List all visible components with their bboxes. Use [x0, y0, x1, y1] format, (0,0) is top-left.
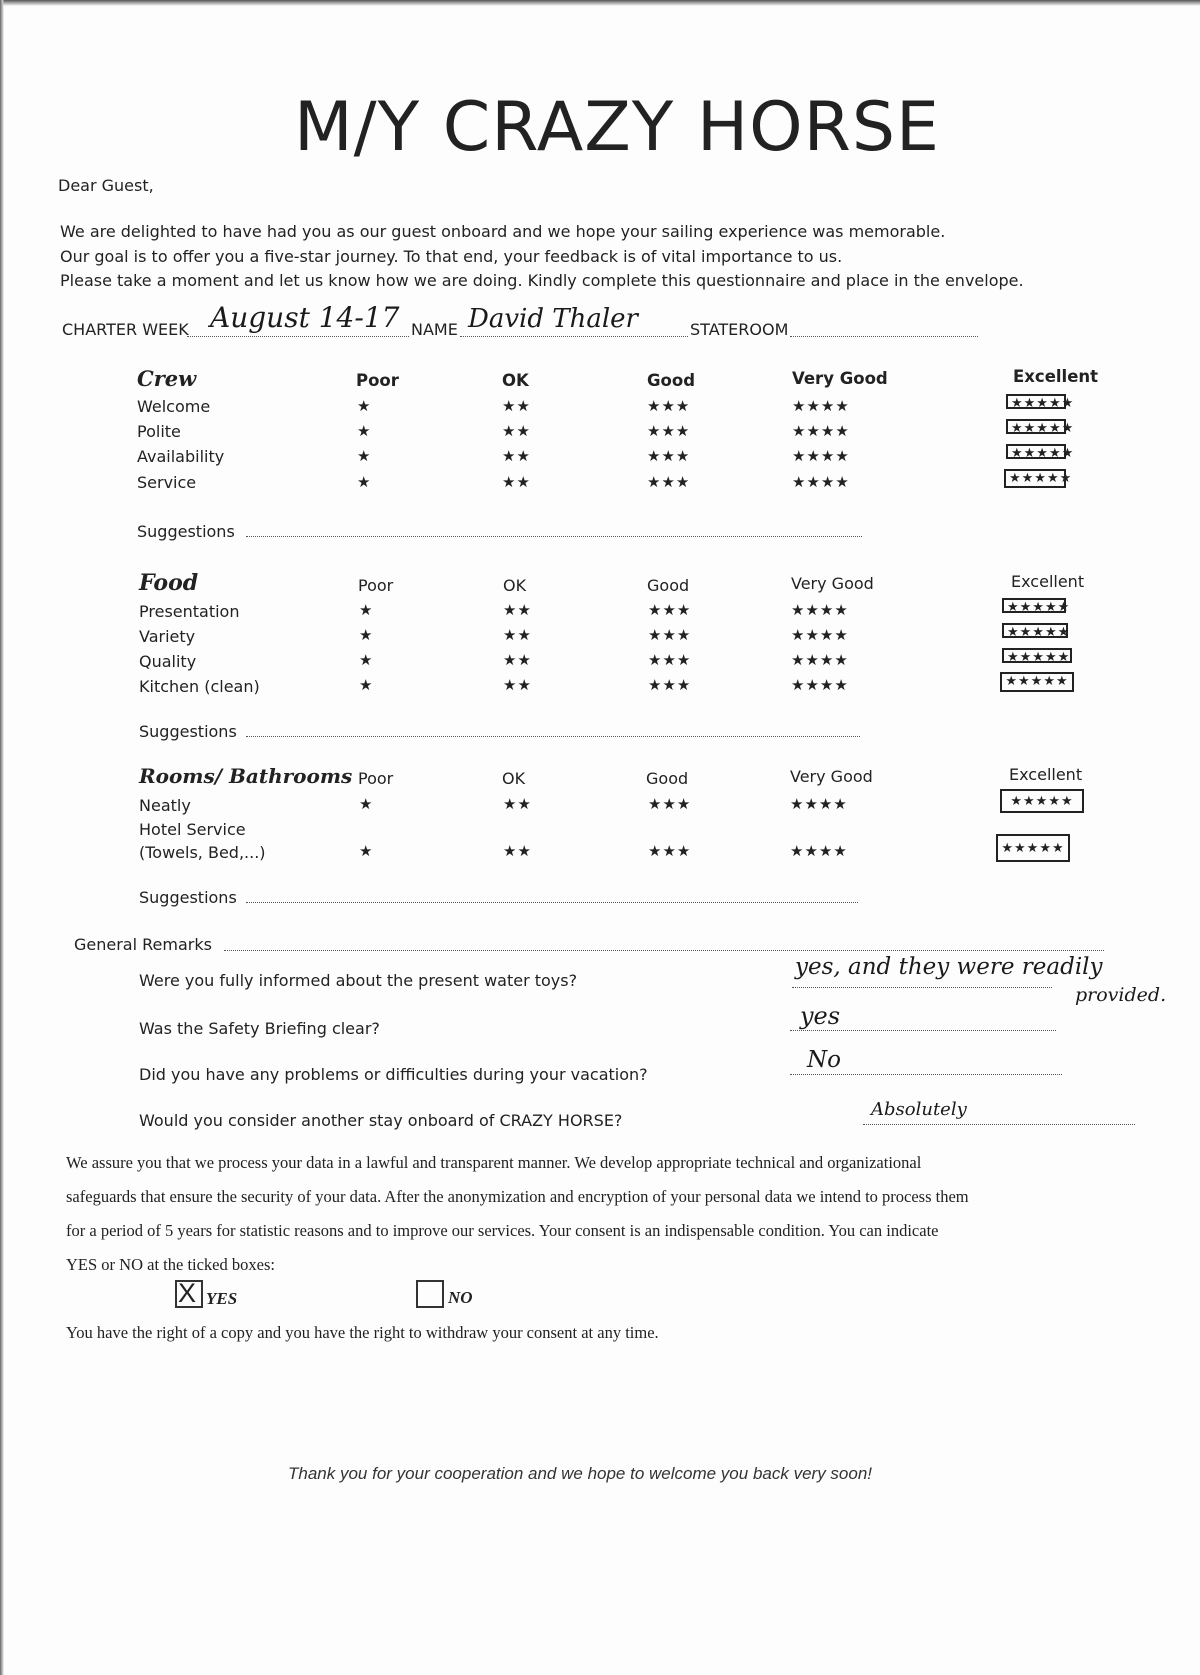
name-label: NAME: [411, 320, 458, 339]
question-problems: Did you have any problems or difficulties during your vacation?: [139, 1065, 648, 1084]
rating-excellent-selected[interactable]: ★★★★★: [1004, 469, 1066, 488]
answer-another-stay[interactable]: Absolutely: [871, 1099, 967, 1120]
consent-no-checkbox[interactable]: [416, 1280, 444, 1308]
rating-poor[interactable]: ★: [359, 652, 374, 669]
rating-excellent-selected[interactable]: ★★★★★: [1002, 623, 1068, 638]
rating-ok[interactable]: ★★: [503, 677, 532, 694]
question-water-toys: Were you fully informed about the present water toys?: [139, 971, 578, 990]
rating-very-good[interactable]: ★★★★: [792, 448, 850, 465]
check-mark-icon: X: [178, 1278, 197, 1308]
charter-week-line: [187, 336, 409, 337]
rating-good[interactable]: ★★★: [647, 423, 691, 440]
answer-water-toys-cont[interactable]: provided.: [1075, 984, 1167, 1006]
rating-poor[interactable]: ★: [359, 602, 374, 619]
privacy-line-2: safeguards that ensure the security of your data. After the anonymization and encryption of your personal data we intend to process them: [66, 1187, 969, 1206]
col-header-good: Good: [647, 576, 690, 595]
item-label: Availability: [137, 447, 225, 466]
charter-week-label: CHARTER WEEK: [62, 320, 189, 339]
item-label: Quality: [139, 652, 197, 671]
scan-edge-left: [0, 0, 4, 1675]
rating-very-good[interactable]: ★★★★: [790, 843, 848, 860]
rooms-suggestions-line[interactable]: [246, 902, 858, 903]
intro-line-1: We are delighted to have had you as our guest onboard and we hope your sailing experience was memorable.: [60, 222, 946, 241]
charter-week-value[interactable]: August 14-17: [210, 301, 400, 334]
rating-ok[interactable]: ★★: [503, 627, 532, 644]
rating-ok[interactable]: ★★: [503, 843, 532, 860]
privacy-line-3: for a period of 5 years for statistic reasons and to improve our services. Your consent is an indispensable condition. You can indicate: [66, 1221, 939, 1240]
rating-ok[interactable]: ★★: [503, 652, 532, 669]
answer-line-problems: [790, 1074, 1062, 1075]
consent-yes-checkbox[interactable]: [175, 1280, 203, 1308]
rating-excellent-selected[interactable]: ★★★★★: [1006, 394, 1066, 409]
answer-line-water-toys: [792, 987, 1052, 988]
rating-ok[interactable]: ★★: [502, 474, 531, 491]
stateroom-label: STATEROOM: [690, 320, 789, 339]
name-value[interactable]: David Thaler: [468, 304, 638, 334]
rating-ok[interactable]: ★★: [503, 602, 532, 619]
rating-poor[interactable]: ★: [357, 448, 372, 465]
general-remarks-label: General Remarks: [74, 935, 212, 954]
intro-line-2: Our goal is to offer you a five-star journey. To that end, your feedback is of vital importance to us.: [60, 247, 843, 266]
col-header-good: Good: [647, 371, 696, 390]
answer-problems[interactable]: No: [807, 1047, 841, 1073]
item-label: Polite: [137, 422, 181, 441]
rating-poor[interactable]: ★: [357, 423, 372, 440]
answer-line-another-stay: [863, 1124, 1135, 1125]
question-safety-briefing: Was the Safety Briefing clear?: [139, 1019, 380, 1038]
rating-good[interactable]: ★★★: [648, 796, 692, 813]
privacy-line-4: YES or NO at the ticked boxes:: [66, 1255, 275, 1274]
rating-ok[interactable]: ★★: [502, 448, 531, 465]
crew-suggestions-line[interactable]: [246, 536, 862, 537]
col-header-poor: Poor: [358, 576, 394, 595]
rating-excellent-selected[interactable]: ★★★★★: [1006, 444, 1066, 459]
rating-poor[interactable]: ★: [357, 398, 372, 415]
col-header-very-good: Very Good: [790, 767, 873, 786]
rating-poor[interactable]: ★: [359, 627, 374, 644]
rating-good[interactable]: ★★★: [648, 602, 692, 619]
rating-very-good[interactable]: ★★★★: [792, 423, 850, 440]
col-header-excellent: Excellent: [1011, 572, 1085, 591]
food-suggestions-line[interactable]: [246, 736, 860, 737]
rating-poor[interactable]: ★: [359, 843, 374, 860]
rating-very-good[interactable]: ★★★★: [790, 796, 848, 813]
consent-no-label: NO: [448, 1288, 473, 1307]
rating-good[interactable]: ★★★: [647, 474, 691, 491]
scan-edge-top: [0, 0, 1200, 6]
privacy-line-1: We assure you that we process your data in a lawful and transparent manner. We develop appropriate technical and organizational: [66, 1153, 922, 1172]
rating-good[interactable]: ★★★: [648, 677, 692, 694]
question-another-stay: Would you consider another stay onboard of CRAZY HORSE?: [139, 1111, 623, 1130]
item-label: Variety: [139, 627, 196, 646]
col-header-poor: Poor: [358, 769, 394, 788]
rating-poor[interactable]: ★: [359, 796, 374, 813]
section-title-crew: Crew: [137, 366, 197, 391]
rating-excellent-selected[interactable]: ★★★★★: [1000, 672, 1074, 692]
rating-ok[interactable]: ★★: [502, 398, 531, 415]
rating-good[interactable]: ★★★: [648, 652, 692, 669]
name-line: [460, 336, 688, 337]
col-header-excellent: Excellent: [1009, 765, 1083, 784]
footer-thank-you: Thank you for your cooperation and we hope to welcome you back very soon!: [288, 1464, 873, 1483]
answer-safety-briefing[interactable]: yes: [800, 1002, 841, 1030]
rating-excellent-selected[interactable]: ★★★★★: [1002, 598, 1066, 613]
rating-very-good[interactable]: ★★★★: [791, 627, 849, 644]
rating-ok[interactable]: ★★: [502, 423, 531, 440]
form-title: M/Y CRAZY HORSE: [294, 88, 940, 167]
rating-very-good[interactable]: ★★★★: [792, 474, 850, 491]
rating-good[interactable]: ★★★: [647, 398, 691, 415]
rating-very-good[interactable]: ★★★★: [791, 602, 849, 619]
consent-yes-label: YES: [206, 1289, 238, 1308]
answer-water-toys[interactable]: yes, and they were readily: [795, 954, 1103, 980]
rating-excellent-selected[interactable]: ★★★★★: [1006, 419, 1066, 434]
col-header-very-good: Very Good: [791, 574, 874, 593]
rating-excellent-selected[interactable]: ★★★★★: [1002, 648, 1072, 663]
rating-excellent-selected[interactable]: ★★★★★: [1000, 789, 1084, 813]
rating-good[interactable]: ★★★: [648, 843, 692, 860]
item-label: Welcome: [137, 397, 211, 416]
item-label: Kitchen (clean): [139, 677, 260, 696]
col-header-ok: OK: [502, 769, 526, 788]
col-header-good: Good: [646, 769, 689, 788]
intro-line-3: Please take a moment and let us know how we are doing. Kindly complete this questionnaire and place in the envelope.: [60, 271, 1024, 290]
rooms-suggestions-label: Suggestions: [139, 888, 237, 907]
rating-excellent-selected[interactable]: ★★★★★: [996, 834, 1070, 862]
crew-suggestions-label: Suggestions: [137, 522, 235, 541]
rating-very-good[interactable]: ★★★★: [792, 398, 850, 415]
rating-good[interactable]: ★★★: [647, 448, 691, 465]
rating-good[interactable]: ★★★: [648, 627, 692, 644]
item-label: Presentation: [139, 602, 240, 621]
answer-line-safety-briefing: [790, 1030, 1056, 1031]
col-header-ok: OK: [502, 371, 529, 390]
food-suggestions-label: Suggestions: [139, 722, 237, 741]
item-label: Hotel Service: [139, 820, 246, 839]
stateroom-line: [790, 336, 978, 337]
general-remarks-line[interactable]: [224, 950, 1104, 951]
col-header-poor: Poor: [356, 371, 399, 390]
col-header-very-good: Very Good: [792, 369, 888, 388]
greeting: Dear Guest,: [58, 176, 154, 195]
section-title-food: Food: [139, 570, 199, 596]
privacy-rights: You have the right of a copy and you have the right to withdraw your consent at any time.: [66, 1323, 659, 1342]
rating-ok[interactable]: ★★: [503, 796, 532, 813]
col-header-ok: OK: [503, 576, 527, 595]
section-title-rooms: Rooms/ Bathrooms: [139, 764, 353, 788]
col-header-excellent: Excellent: [1013, 367, 1099, 386]
rating-very-good[interactable]: ★★★★: [791, 652, 849, 669]
item-label-sub: (Towels, Bed,...): [139, 843, 266, 862]
rating-poor[interactable]: ★: [357, 474, 372, 491]
item-label: Service: [137, 473, 197, 492]
rating-very-good[interactable]: ★★★★: [791, 677, 849, 694]
item-label: Neatly: [139, 796, 191, 815]
rating-poor[interactable]: ★: [359, 677, 374, 694]
